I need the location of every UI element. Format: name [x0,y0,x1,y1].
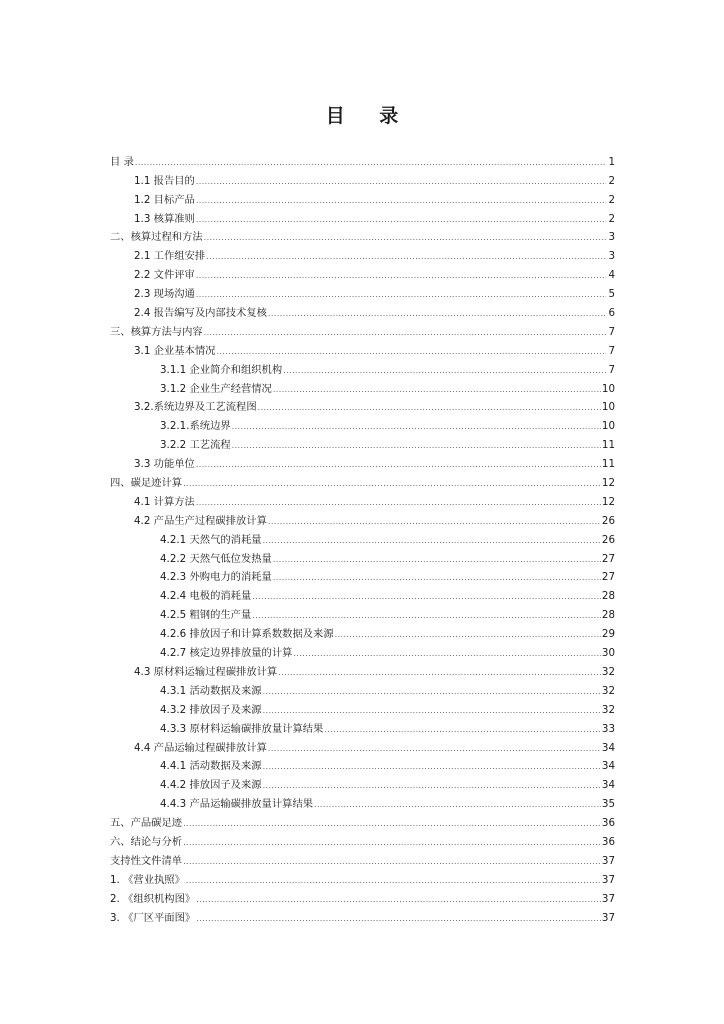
toc-entry[interactable] [110,772,615,791]
toc-entry-label: 四、碳足迹计算 [110,477,183,490]
toc-entry-page-number: 26 [601,514,615,527]
toc-entry-label: 1. 《营业执照》 [110,873,185,886]
toc-dot-leader [196,271,606,281]
toc-entry[interactable] [110,300,615,319]
toc-dot-leader [283,366,606,376]
toc-dot-leader [183,479,601,489]
toc-entry-page-number: 34 [601,779,615,792]
toc-entry[interactable] [110,565,615,584]
toc-entry-page-number: 11 [601,439,615,452]
toc-entry-page-number: 32 [601,665,615,678]
toc-entry[interactable] [110,602,615,621]
toc-entry-label: 4.3.3 原材料运输碳排放量计算结果 [160,722,324,735]
toc-dot-leader [263,536,601,546]
toc-entry-page-number: 36 [601,835,615,848]
toc-entry-page-number: 2 [608,212,615,225]
toc-entry[interactable] [110,791,615,810]
toc-entry[interactable] [110,905,615,924]
toc-entry-label: 3.1 企业基本情况 [134,344,216,357]
toc-entry-page-number: 37 [601,911,615,924]
toc-entry-label: 4.2.3 外购电力的消耗量 [160,571,272,584]
toc-entry-page-number: 34 [601,741,615,754]
toc-dot-leader [278,668,601,678]
toc-entry-label: 4.3.1 活动数据及来源 [160,684,262,697]
toc-dot-leader [258,403,601,413]
toc-entry-page-number: 7 [608,325,615,338]
toc-entry-page-number: 2 [608,193,615,206]
toc-dot-leader [183,838,601,848]
toc-entry[interactable] [110,413,615,432]
toc-entry-label: 2.2 文件评审 [134,269,195,282]
toc-entry[interactable] [110,583,615,602]
toc-entry-page-number: 2 [608,174,615,187]
toc-entry-page-number: 32 [601,684,615,697]
toc-entry-label: 4.4.3 产品运输碳排放量计算结果 [160,798,314,811]
toc-entry-label: 4.2.1 天然气的消耗量 [160,533,262,546]
toc-entry-label: 三、核算方法与内容 [110,325,203,338]
toc-entry-label: 3.2.1.系统边界 [160,420,231,433]
toc-entry[interactable] [110,281,615,300]
toc-entry-label: 3.3 功能单位 [134,458,195,471]
toc-entry-page-number: 10 [601,401,615,414]
toc-entry-label: 支持性文件清单 [110,854,183,867]
toc-dot-leader [252,611,601,621]
toc-entry-page-number: 4 [608,269,615,282]
toc-entry-page-number: 27 [601,571,615,584]
toc-dot-leader [263,706,601,716]
toc-entry-label: 4.3.2 排放因子及来源 [160,703,262,716]
toc-entry[interactable] [110,432,615,451]
toc-dot-leader [268,744,601,754]
toc-dot-leader [263,762,601,772]
toc-dot-leader [186,876,601,886]
toc-entry[interactable] [110,886,615,905]
toc-entry[interactable] [110,508,615,527]
toc-dot-leader [293,649,600,659]
toc-dot-leader [268,517,601,527]
toc-entry-page-number: 7 [608,344,615,357]
toc-entry-label: 2.4 报告编写及内部技术复核 [134,307,267,320]
toc-entry-page-number: 37 [601,892,615,905]
toc-dot-leader [263,687,601,697]
toc-entry-page-number: 3 [608,250,615,263]
toc-entry-label: 4.2.2 天然气低位发热量 [160,552,272,565]
toc-entry-label: 3.1.2 企业生产经营情况 [160,382,272,395]
toc-entry-page-number: 30 [601,647,615,660]
toc-dot-leader [263,781,601,791]
toc-dot-leader [206,252,606,262]
toc-entry-page-number: 11 [601,458,615,471]
toc-entry-label: 1.1 报告目的 [134,174,195,187]
toc-entry-page-number: 27 [601,552,615,565]
toc-entry[interactable] [110,357,615,376]
toc-entry[interactable] [110,829,615,848]
toc-dot-leader [135,158,606,168]
toc-dot-leader [273,573,601,583]
toc-entry-label: 2. 《组织机构图》 [110,892,196,905]
toc-entry[interactable] [110,697,615,716]
toc-entry-page-number: 33 [601,722,615,735]
toc-entry-label: 4.4.2 排放因子及来源 [160,779,262,792]
toc-entry[interactable] [110,735,615,754]
toc-entry-page-number: 26 [601,533,615,546]
toc-entry[interactable] [110,395,615,414]
toc-entry-page-number: 35 [601,798,615,811]
toc-entry-page-number: 10 [601,420,615,433]
toc-dot-leader [324,725,601,735]
toc-entry[interactable] [110,867,615,886]
toc-entry-page-number: 37 [601,873,615,886]
toc-entry-label: 二、核算过程和方法 [110,231,203,244]
toc-entry-page-number: 6 [608,307,615,320]
toc-dot-leader [252,592,601,602]
toc-dot-leader [196,498,601,508]
toc-entry[interactable] [110,754,615,773]
toc-entry-page-number: 28 [601,609,615,622]
toc-entry-label: 4.2.6 排放因子和计算系数数据及来源 [160,628,334,641]
toc-entry-label: 4.2.7 核定边界排放量的计算 [160,647,293,660]
toc-entry-page-number: 1 [608,155,615,168]
toc-entry-label: 4.2 产品生产过程碳排放计算 [134,514,267,527]
toc-dot-leader [268,309,606,319]
toc-entry-label: 4.1 计算方法 [134,495,195,508]
toc-entry[interactable] [110,621,615,640]
toc-entry-label: 五、产品碳足迹 [110,817,183,830]
toc-dot-leader [335,630,601,640]
toc-entry-page-number: 5 [608,288,615,301]
toc-entry-label: 4.4.1 活动数据及来源 [160,760,262,773]
page-title: 目 录 [325,105,413,127]
toc-entry[interactable] [110,225,615,244]
table-of-contents [110,149,615,924]
toc-entry-label: 4.3 原材料运输过程碳排放计算 [134,665,278,678]
toc-entry-label: 3.1.1 企业简介和组织机构 [160,363,283,376]
toc-entry[interactable] [110,810,615,829]
toc-entry-label: 3. 《厂区平面图》 [110,911,196,924]
toc-entry-label: 3.2.系统边界及工艺流程图 [134,401,257,414]
toc-entry[interactable] [110,451,615,470]
toc-entry[interactable] [110,716,615,735]
toc-entry[interactable] [110,640,615,659]
toc-entry[interactable] [110,678,615,697]
toc-entry[interactable] [110,489,615,508]
toc-entry[interactable] [110,206,615,225]
toc-dot-leader [196,914,601,924]
toc-dot-leader [232,422,601,432]
toc-entry[interactable] [110,848,615,867]
toc-dot-leader [183,857,601,867]
toc-entry[interactable] [110,168,615,187]
toc-dot-leader [204,233,606,243]
toc-entry-label: 六、结论与分析 [110,835,183,848]
toc-dot-leader [196,895,601,905]
toc-entry-label: 1.3 核算准则 [134,212,195,225]
toc-entry-label: 4.2.4 电极的消耗量 [160,590,252,603]
toc-entry-label: 2.1 工作组安排 [134,250,206,263]
toc-entry[interactable] [110,149,615,168]
toc-entry-page-number: 3 [608,231,615,244]
toc-dot-leader [314,800,601,810]
toc-dot-leader [196,215,606,225]
toc-entry-label: 4.4 产品运输过程碳排放计算 [134,741,267,754]
toc-entry-label: 2.3 现场沟通 [134,288,195,301]
toc-entry[interactable] [110,527,615,546]
toc-entry-page-number: 37 [601,854,615,867]
toc-entry-page-number: 29 [601,628,615,641]
toc-entry-label: 4.2.5 粗钢的生产量 [160,609,252,622]
toc-entry-page-number: 12 [601,477,615,490]
toc-entry[interactable] [110,262,615,281]
toc-dot-leader [196,460,601,470]
toc-dot-leader [196,196,606,206]
toc-entry-page-number: 32 [601,703,615,716]
toc-entry[interactable] [110,243,615,262]
toc-dot-leader [196,290,606,300]
toc-dot-leader [204,328,606,338]
toc-entry-page-number: 10 [601,382,615,395]
toc-dot-leader [196,177,606,187]
toc-entry-label: 3.2.2 工艺流程 [160,439,231,452]
toc-entry-page-number: 36 [601,817,615,830]
toc-entry[interactable] [110,187,615,206]
toc-entry[interactable] [110,659,615,678]
toc-entry[interactable] [110,376,615,395]
toc-entry-page-number: 34 [601,760,615,773]
toc-entry[interactable] [110,546,615,565]
toc-dot-leader [232,441,601,451]
toc-dot-leader [183,819,601,829]
toc-entry-page-number: 7 [608,363,615,376]
toc-dot-leader [216,347,606,357]
toc-entry-label: 目 录 [110,155,134,168]
toc-entry[interactable] [110,338,615,357]
toc-dot-leader [273,385,601,395]
toc-entry-page-number: 28 [601,590,615,603]
toc-entry[interactable] [110,470,615,489]
toc-entry[interactable] [110,319,615,338]
toc-dot-leader [273,555,601,565]
toc-entry-page-number: 12 [601,495,615,508]
toc-entry-label: 1.2 目标产品 [134,193,195,206]
